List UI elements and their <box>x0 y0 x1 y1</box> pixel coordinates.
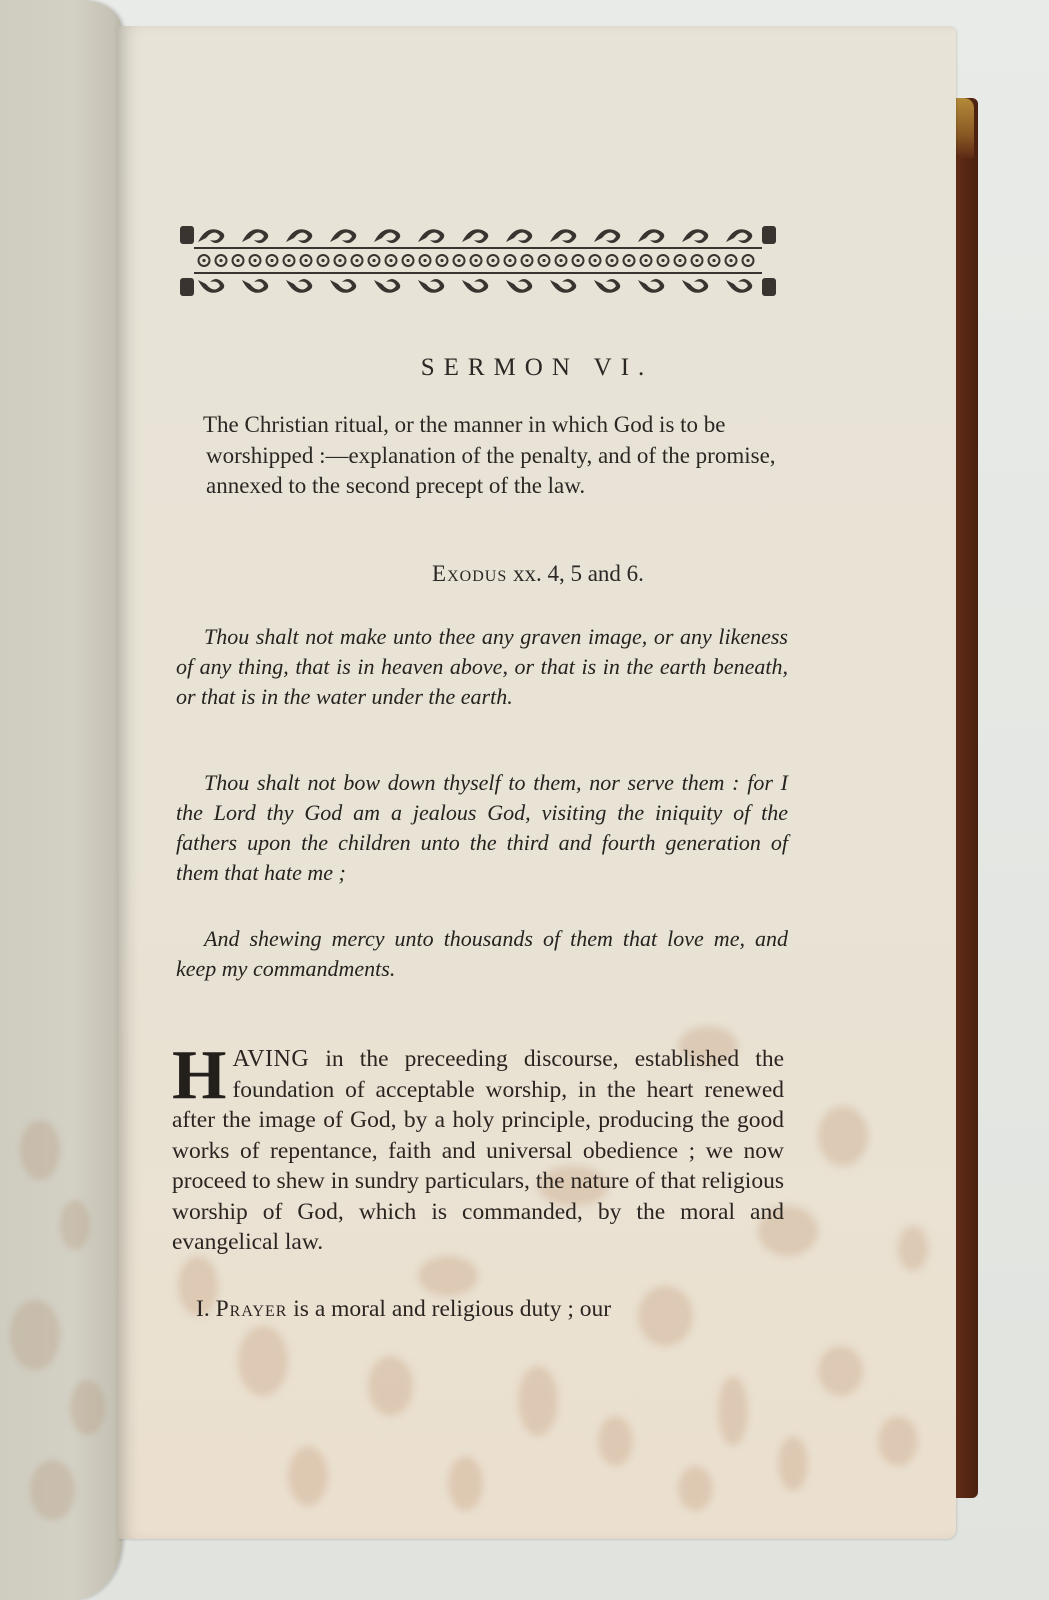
book-page <box>118 26 956 1539</box>
section-number: I. <box>196 1296 210 1322</box>
ornamental-header-border <box>180 222 776 300</box>
facing-page-left <box>0 0 122 1600</box>
verse-4: Thou shalt not make unto thee any graven image, or any likeness of any thing, that is in heaven above, or that is in the earth beneath, or that is in the water under the earth. <box>176 624 788 709</box>
sermon-title: SERMON VI. <box>420 354 654 381</box>
section-keyword: Prayer <box>215 1296 288 1322</box>
verse-5: Thou shalt not bow down thyself to them, nor serve them : for I the Lord thy God am a jealous God, visiting the iniquity of the fathers upon the children unto the third and fourth generation of them that hate me ; <box>176 770 788 885</box>
verse-6: And shewing mercy unto thousands of them that love me, and keep my commandments. <box>176 926 788 981</box>
section-text: is a moral and religious duty ; our <box>287 1296 612 1322</box>
scripture-verses: 4, 5 and 6. <box>547 561 644 586</box>
section-one-start <box>174 1294 786 1324</box>
drop-cap: H <box>172 1037 227 1114</box>
lead-in-caps: AVING <box>232 1046 310 1072</box>
scripture-chapter: xx. <box>512 561 542 586</box>
scripture-book: Exodus <box>432 561 508 586</box>
sermon-body-paragraph <box>172 1037 784 1258</box>
sermon-summary: The Christian ritual, or the manner in which God is to be worshipped :—explanation of the penalty, and of the promise, annexed to the second precept of the law. <box>203 412 776 498</box>
scripture-reference <box>118 561 956 587</box>
body-text: in the preceeding discourse, established the foundation of acceptable worship, in the heart renewed after the image of God, by a holy principle, producing the good works of repentance, faith and universal obedience ; we now proceed to shew in sundry particulars, the nature of that religious worship of God, which is commanded, by the moral and evangelical law. <box>172 1046 784 1255</box>
